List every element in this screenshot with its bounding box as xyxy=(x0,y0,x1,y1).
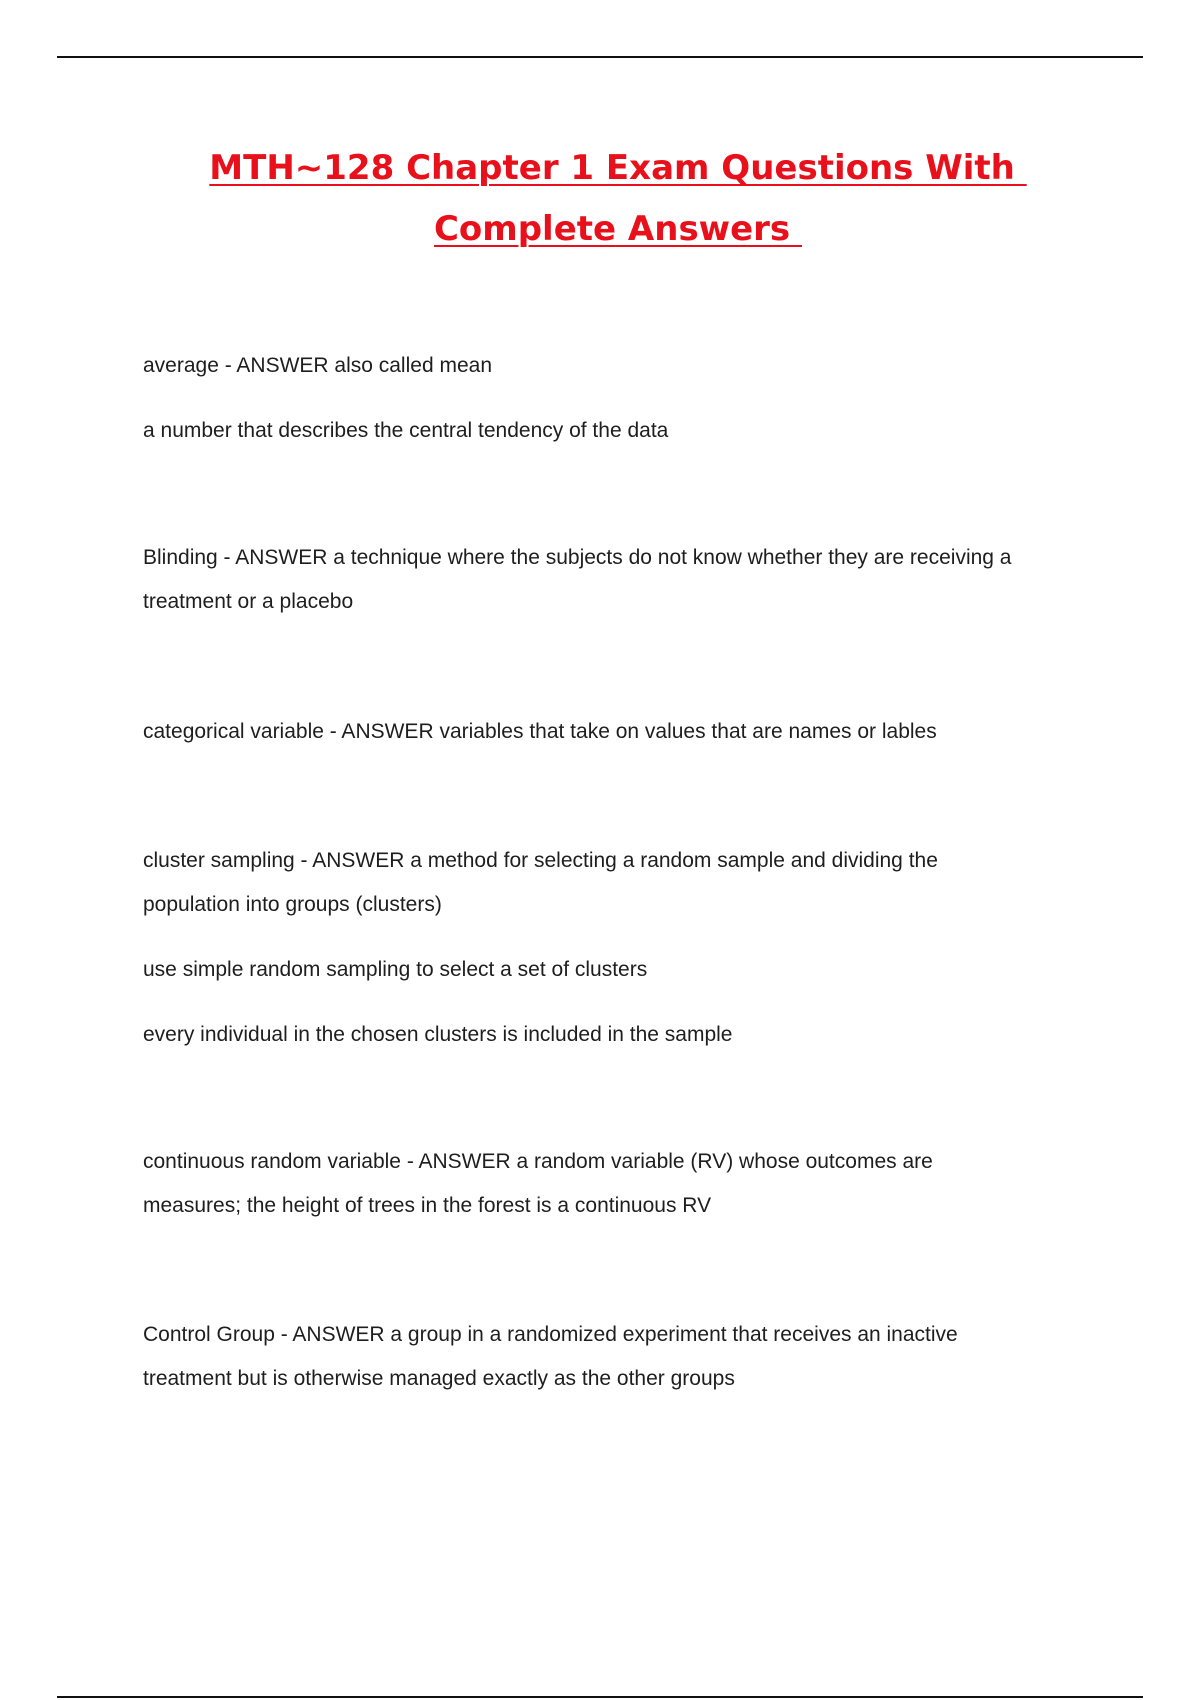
entry-control-group: Control Group - ANSWER a group in a randomized experiment that receives an inactive treatment but is otherwise managed exactly as the other groups xyxy=(143,1323,958,1390)
entry-cluster-sampling: cluster sampling - ANSWER a method for selecting a random sample and dividing the population into groups (clusters) xyxy=(143,849,938,916)
page-title xyxy=(0,138,1200,260)
title-line-2: Complete Answers xyxy=(433,209,802,249)
title-line-1: MTH~128 Chapter 1 Exam Questions With xyxy=(209,148,1027,188)
entry-blinding: Blinding - ANSWER a technique where the subjects do not know whether they are receiving a treatment or a placebo xyxy=(143,546,1012,613)
entry-continuous-random-variable: continuous random variable - ANSWER a random variable (RV) whose outcomes are measures; the height of trees in the forest is a continuous RV xyxy=(143,1150,933,1217)
entry-cluster-sampling-step-1: use simple random sampling to select a set of clusters xyxy=(143,958,648,981)
entry-cluster-sampling-step-2: every individual in the chosen clusters is included in the sample xyxy=(143,1023,733,1046)
top-rule xyxy=(57,56,1143,58)
entry-categorical-variable: categorical variable - ANSWER variables that take on values that are names or lables xyxy=(143,720,937,743)
entry-average-detail: a number that describes the central tendency of the data xyxy=(143,419,669,442)
bottom-rule xyxy=(57,1696,1143,1698)
entry-average: average - ANSWER also called mean xyxy=(143,354,492,377)
